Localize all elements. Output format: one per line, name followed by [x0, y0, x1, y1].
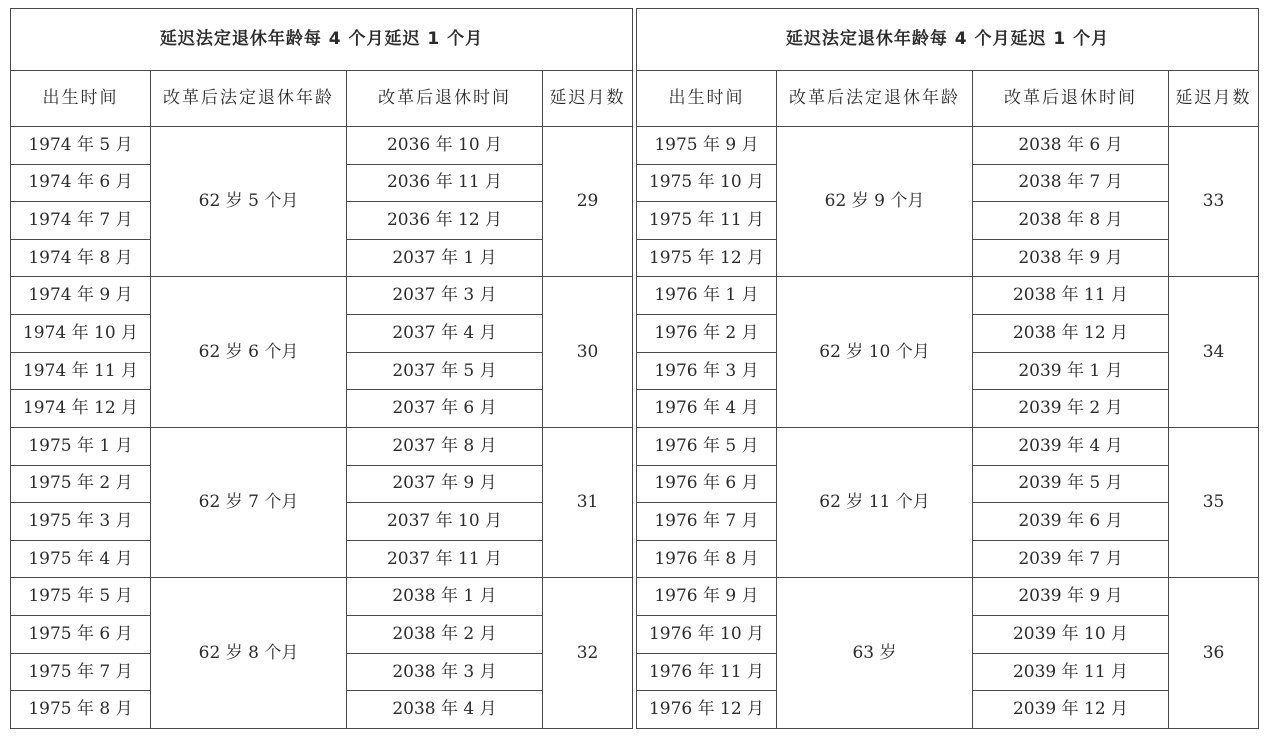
- left-table-panel: [10, 8, 632, 729]
- retirement-time-cell: 2039 年 1 月: [973, 352, 1169, 390]
- retirement-time-cell: 2038 年 8 月: [973, 202, 1169, 240]
- header-delay-months: 延迟月数: [1169, 71, 1259, 127]
- birth-cell: 1976 年 5 月: [637, 427, 777, 465]
- birth-cell: 1975 年 6 月: [11, 616, 151, 654]
- table-row: [11, 578, 633, 616]
- birth-cell: 1975 年 8 月: [11, 691, 151, 729]
- retirement-time-cell: 2037 年 4 月: [347, 315, 543, 353]
- retirement-time-cell: 2036 年 10 月: [347, 126, 543, 164]
- retirement-age-cell: 63 岁: [777, 578, 973, 729]
- birth-cell: 1976 年 6 月: [637, 465, 777, 503]
- retirement-time-cell: 2038 年 7 月: [973, 164, 1169, 202]
- delay-months-cell: 35: [1169, 427, 1259, 578]
- retirement-time-cell: 2039 年 7 月: [973, 540, 1169, 578]
- birth-cell: 1974 年 10 月: [11, 315, 151, 353]
- retirement-time-cell: 2038 年 1 月: [347, 578, 543, 616]
- retirement-time-cell: 2039 年 12 月: [973, 691, 1169, 729]
- birth-cell: 1975 年 5 月: [11, 578, 151, 616]
- birth-cell: 1976 年 1 月: [637, 277, 777, 315]
- birth-cell: 1976 年 12 月: [637, 691, 777, 729]
- retirement-time-cell: 2037 年 11 月: [347, 540, 543, 578]
- birth-cell: 1976 年 8 月: [637, 540, 777, 578]
- delay-months-cell: 34: [1169, 277, 1259, 428]
- birth-cell: 1974 年 5 月: [11, 126, 151, 164]
- birth-cell: 1976 年 7 月: [637, 503, 777, 541]
- retirement-time-cell: 2038 年 4 月: [347, 691, 543, 729]
- right-table-panel: [636, 8, 1258, 729]
- retirement-time-cell: 2039 年 5 月: [973, 465, 1169, 503]
- retirement-age-cell: 62 岁 9 个月: [777, 126, 973, 277]
- delay-months-cell: 31: [543, 427, 633, 578]
- birth-cell: 1974 年 12 月: [11, 390, 151, 428]
- header-retirement-time: 改革后退休时间: [347, 71, 543, 127]
- birth-cell: 1976 年 3 月: [637, 352, 777, 390]
- retirement-age-cell: 62 岁 10 个月: [777, 277, 973, 428]
- birth-cell: 1976 年 4 月: [637, 390, 777, 428]
- birth-cell: 1975 年 1 月: [11, 427, 151, 465]
- delay-months-cell: 29: [543, 126, 633, 277]
- birth-cell: 1974 年 6 月: [11, 164, 151, 202]
- retirement-table-right: [636, 8, 1259, 729]
- birth-cell: 1974 年 9 月: [11, 277, 151, 315]
- table-row: [637, 578, 1259, 616]
- table-row: [637, 277, 1259, 315]
- retirement-age-cell: 62 岁 5 个月: [151, 126, 347, 277]
- retirement-time-cell: 2037 年 1 月: [347, 239, 543, 277]
- retirement-time-cell: 2036 年 11 月: [347, 164, 543, 202]
- birth-cell: 1974 年 7 月: [11, 202, 151, 240]
- delay-months-cell: 32: [543, 578, 633, 729]
- table-row: [637, 427, 1259, 465]
- birth-cell: 1975 年 3 月: [11, 503, 151, 541]
- retirement-age-cell: 62 岁 7 个月: [151, 427, 347, 578]
- retirement-time-cell: 2037 年 3 月: [347, 277, 543, 315]
- header-delay-months: 延迟月数: [543, 71, 633, 127]
- retirement-time-cell: 2037 年 9 月: [347, 465, 543, 503]
- header-birth-time: 出生时间: [11, 71, 151, 127]
- table-title: 延迟法定退休年龄每 4 个月延迟 1 个月: [637, 9, 1259, 71]
- table-row: [11, 126, 633, 164]
- retirement-time-cell: 2039 年 9 月: [973, 578, 1169, 616]
- birth-cell: 1976 年 11 月: [637, 653, 777, 691]
- birth-cell: 1976 年 9 月: [637, 578, 777, 616]
- birth-cell: 1975 年 9 月: [637, 126, 777, 164]
- header-retirement-time: 改革后退休时间: [973, 71, 1169, 127]
- table-title: 延迟法定退休年龄每 4 个月延迟 1 个月: [11, 9, 633, 71]
- retirement-time-cell: 2038 年 9 月: [973, 239, 1169, 277]
- retirement-time-cell: 2038 年 2 月: [347, 616, 543, 654]
- birth-cell: 1975 年 11 月: [637, 202, 777, 240]
- birth-cell: 1976 年 2 月: [637, 315, 777, 353]
- birth-cell: 1975 年 12 月: [637, 239, 777, 277]
- table-row: [637, 126, 1259, 164]
- retirement-time-cell: 2037 年 6 月: [347, 390, 543, 428]
- table-row: [11, 427, 633, 465]
- retirement-time-cell: 2038 年 11 月: [973, 277, 1169, 315]
- table-row: [11, 277, 633, 315]
- retirement-delay-tables: [10, 8, 1258, 729]
- retirement-time-cell: 2036 年 12 月: [347, 202, 543, 240]
- birth-cell: 1976 年 10 月: [637, 616, 777, 654]
- birth-cell: 1974 年 11 月: [11, 352, 151, 390]
- retirement-time-cell: 2039 年 2 月: [973, 390, 1169, 428]
- header-retirement-age: 改革后法定退休年龄: [777, 71, 973, 127]
- retirement-time-cell: 2039 年 4 月: [973, 427, 1169, 465]
- header-birth-time: 出生时间: [637, 71, 777, 127]
- retirement-time-cell: 2038 年 6 月: [973, 126, 1169, 164]
- retirement-time-cell: 2038 年 3 月: [347, 653, 543, 691]
- retirement-time-cell: 2039 年 11 月: [973, 653, 1169, 691]
- birth-cell: 1974 年 8 月: [11, 239, 151, 277]
- delay-months-cell: 30: [543, 277, 633, 428]
- retirement-table-left: [10, 8, 633, 729]
- retirement-time-cell: 2037 年 8 月: [347, 427, 543, 465]
- delay-months-cell: 36: [1169, 578, 1259, 729]
- birth-cell: 1975 年 10 月: [637, 164, 777, 202]
- header-retirement-age: 改革后法定退休年龄: [151, 71, 347, 127]
- retirement-age-cell: 62 岁 6 个月: [151, 277, 347, 428]
- birth-cell: 1975 年 4 月: [11, 540, 151, 578]
- retirement-age-cell: 62 岁 11 个月: [777, 427, 973, 578]
- birth-cell: 1975 年 2 月: [11, 465, 151, 503]
- retirement-age-cell: 62 岁 8 个月: [151, 578, 347, 729]
- retirement-time-cell: 2039 年 6 月: [973, 503, 1169, 541]
- retirement-time-cell: 2037 年 10 月: [347, 503, 543, 541]
- retirement-time-cell: 2038 年 12 月: [973, 315, 1169, 353]
- delay-months-cell: 33: [1169, 126, 1259, 277]
- birth-cell: 1975 年 7 月: [11, 653, 151, 691]
- retirement-time-cell: 2039 年 10 月: [973, 616, 1169, 654]
- retirement-time-cell: 2037 年 5 月: [347, 352, 543, 390]
